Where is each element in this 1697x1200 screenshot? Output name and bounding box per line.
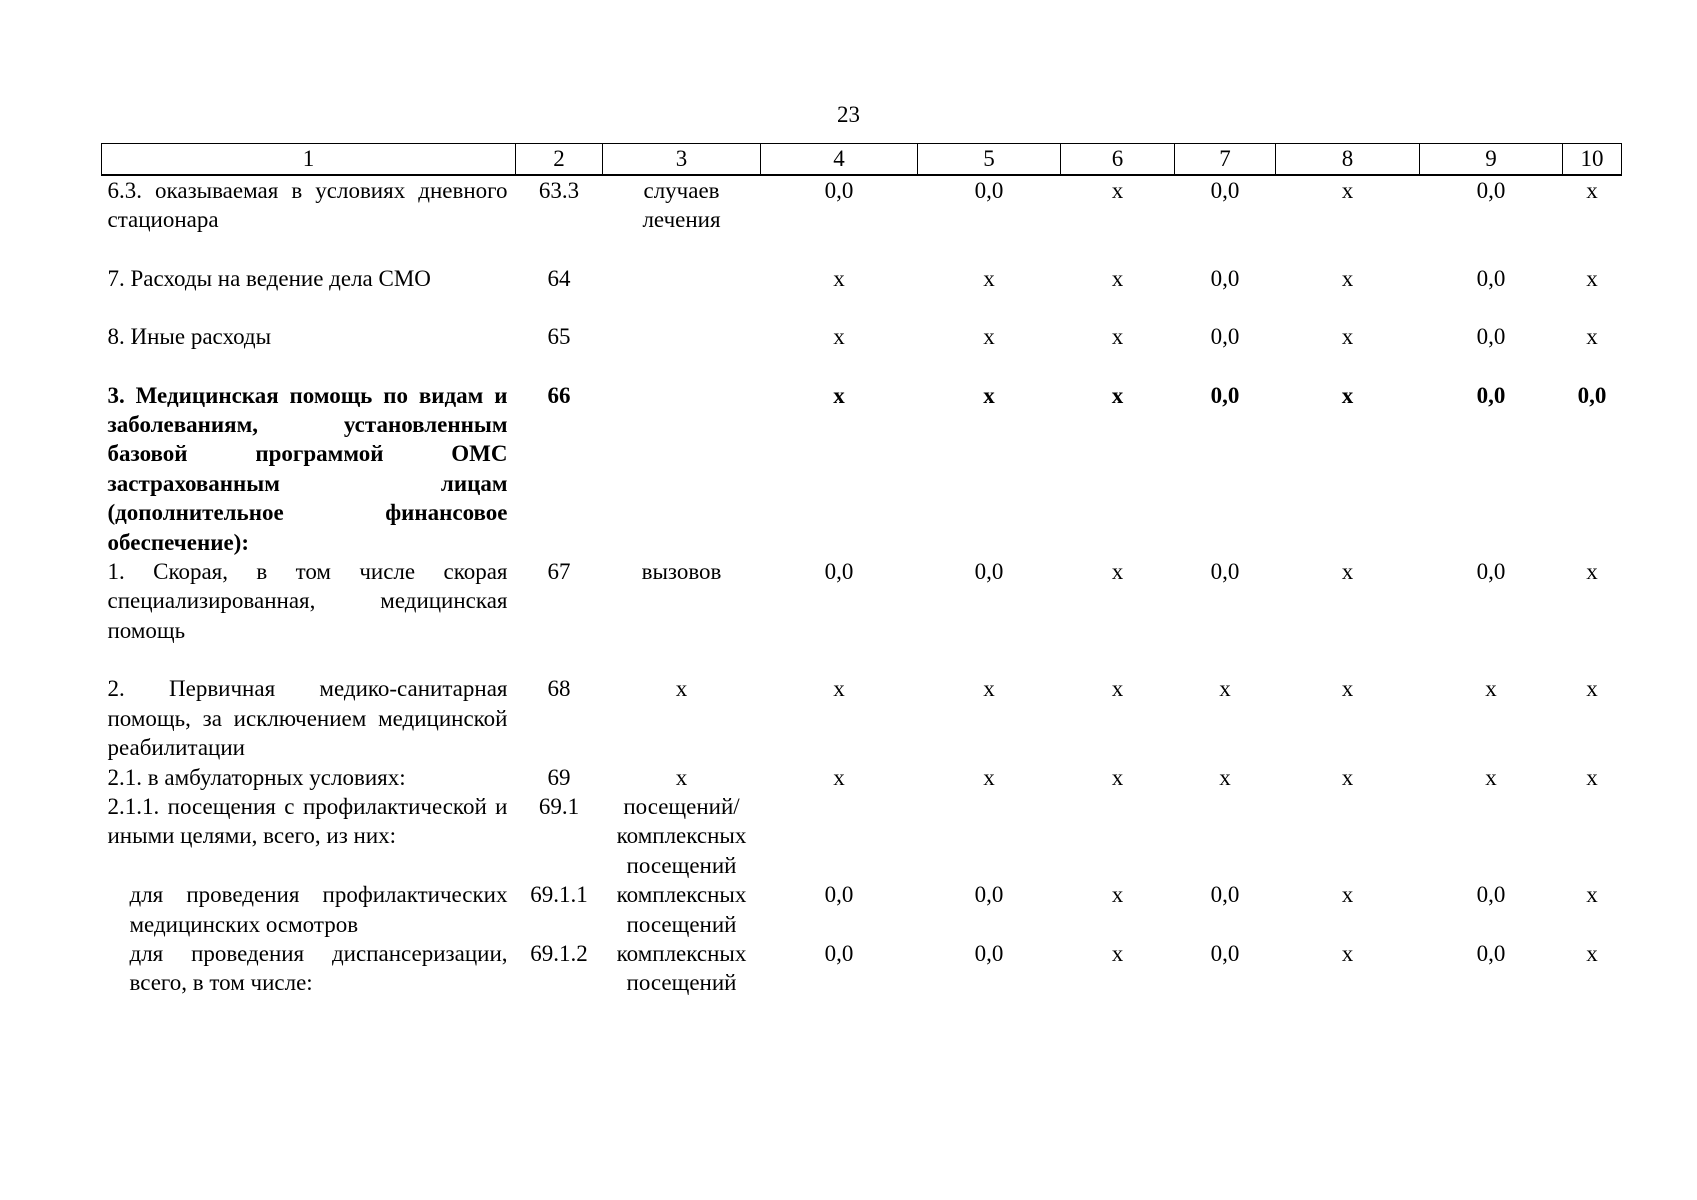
cell-col-4: х [833,324,845,350]
cell-col-9: х [1485,764,1497,790]
table-row [102,880,1622,939]
cell-col-6: х [1111,265,1124,291]
table-row [102,939,1622,998]
row-name: 8. Иные расходы [107,324,272,350]
cell-col-8: х [1341,676,1354,702]
row-name: для проведения диспансеризации, всего, в том числе: [129,940,508,996]
row-unit: вызовов [641,559,722,585]
cell-col-10: х [1586,940,1598,966]
column-header: 4 [761,144,918,176]
cell-col-5 [918,792,1061,880]
row-unit: комплексных посещений [616,940,747,996]
row-code: 69.1.2 [530,940,588,966]
cell-col-5: х [983,382,995,408]
cell-col-5: х [983,764,995,790]
table-row [102,674,1622,762]
column-header: 7 [1175,144,1276,176]
cell-col-7: 0,0 [1210,382,1240,408]
cell-col-10: х [1586,178,1598,203]
cell-col-5: х [983,676,995,702]
cell-col-4: х [833,764,845,790]
cell-col-10 [1563,792,1622,880]
cell-col-10: х [1586,324,1598,350]
cell-col-9: 0,0 [1476,382,1506,408]
row-name: 2. Первичная медико-санитарная помощь, за исключением медицинской реабилитации [107,676,508,761]
cell-col-6: х [1111,559,1124,585]
column-header: 10 [1563,144,1622,176]
cell-col-4: 0,0 [824,178,854,203]
cell-col-4 [761,792,918,880]
cell-col-6: х [1111,178,1124,203]
cell-col-5: х [983,324,995,350]
cell-col-6: х [1111,882,1124,908]
cell-col-6: х [1111,676,1124,702]
cell-col-9: 0,0 [1476,178,1506,203]
row-name: 3. Медицинская помощь по видам и заболеваниям, установленным базовой программой ОМС застрахованным лицам (дополнительное финансовое обеспечение): [107,382,508,555]
cell-col-5: 0,0 [974,559,1004,585]
table-row [102,792,1622,880]
row-code: 64 [547,265,571,291]
cell-col-4: 0,0 [824,559,854,585]
cell-col-8 [1276,792,1420,880]
cell-col-9: 0,0 [1476,324,1506,350]
cell-col-9 [1420,792,1563,880]
row-unit: х [675,676,688,702]
column-header: 5 [918,144,1061,176]
cell-col-8: х [1341,882,1354,908]
column-header: 2 [516,144,603,176]
cell-col-7: 0,0 [1210,940,1240,966]
table-row [102,557,1622,645]
cell-col-8: х [1341,559,1354,585]
row-spacer [102,235,1622,264]
cell-col-10: х [1586,882,1598,908]
row-code: 69.1 [538,793,580,819]
cell-col-9: х [1485,676,1497,702]
cell-col-7: 0,0 [1210,882,1240,908]
row-code: 69.1.1 [530,882,588,908]
row-name: 2.1.1. посещения с профилактической и иными целями, всего, из них: [107,793,508,849]
cell-col-7: 0,0 [1210,324,1240,350]
row-unit: комплексных посещений [616,882,747,937]
cell-col-9: 0,0 [1476,265,1506,291]
cell-col-6: х [1111,764,1124,790]
column-header: 1 [102,144,516,176]
row-spacer [102,645,1622,674]
row-code: 68 [547,676,571,702]
cell-col-7: 0,0 [1210,265,1240,291]
row-name: для проведения профилактических медицинских осмотров [129,882,508,937]
cell-col-5: х [983,265,995,291]
column-header: 3 [603,144,761,176]
row-unit [603,381,761,557]
cell-col-5: 0,0 [974,178,1004,203]
row-unit: случаев лечения [642,178,721,233]
cell-col-8: х [1341,764,1354,790]
cell-col-5: 0,0 [974,882,1004,908]
column-header: 8 [1276,144,1420,176]
cell-col-10: х [1586,559,1598,585]
row-unit: х [675,764,688,790]
cell-col-10: 0,0 [1577,382,1607,408]
table-row [102,322,1622,351]
row-spacer [102,352,1622,381]
cell-col-8: х [1341,940,1354,966]
row-name: 7. Расходы на ведение дела СМО [107,265,431,291]
cell-col-7 [1175,792,1276,880]
cell-col-7: х [1219,764,1231,790]
row-unit: посещений/ комплексных посещений [616,793,747,878]
table-row [102,175,1622,235]
cell-col-7: х [1219,676,1231,702]
row-code: 69 [547,764,571,790]
cell-col-4: х [833,382,845,408]
cell-col-6: х [1111,382,1124,408]
cell-col-10: х [1586,764,1598,790]
table-row [102,264,1622,293]
cell-col-4: х [833,676,845,702]
cell-col-4: 0,0 [824,882,854,908]
cell-col-4: х [833,265,845,291]
page-number: 23 [837,102,860,127]
table-row-section-heading [102,381,1622,557]
cell-col-10: х [1586,676,1598,702]
cell-col-7: 0,0 [1210,559,1240,585]
row-code: 65 [547,324,571,350]
cell-col-7: 0,0 [1210,178,1240,203]
cell-col-4: 0,0 [824,940,854,966]
financial-table [101,143,1622,998]
row-spacer [102,293,1622,322]
cell-col-9: 0,0 [1476,559,1506,585]
cell-col-9: 0,0 [1476,882,1506,908]
table-header-row [102,144,1622,176]
cell-col-9: 0,0 [1476,940,1506,966]
row-code: 67 [547,559,571,585]
column-header: 6 [1061,144,1175,176]
row-name: 1. Скорая, в том числе скорая специализированная, медицинская помощь [107,559,508,643]
row-code: 66 [547,382,571,408]
row-name: 6.3. оказываемая в условиях дневного стационара [107,178,508,233]
table-row [102,763,1622,792]
row-unit [603,322,761,351]
cell-col-8: х [1341,382,1354,408]
cell-col-6: х [1111,940,1124,966]
row-unit [603,264,761,293]
column-header: 9 [1420,144,1563,176]
cell-col-6: х [1111,324,1124,350]
cell-col-8: х [1341,178,1354,203]
cell-col-10: х [1586,265,1598,291]
cell-col-8: х [1341,265,1354,291]
cell-col-6 [1061,792,1175,880]
cell-col-8: х [1341,324,1354,350]
row-name: 2.1. в амбулаторных условиях: [107,764,406,790]
row-code: 63.3 [538,178,580,203]
cell-col-5: 0,0 [974,940,1004,966]
